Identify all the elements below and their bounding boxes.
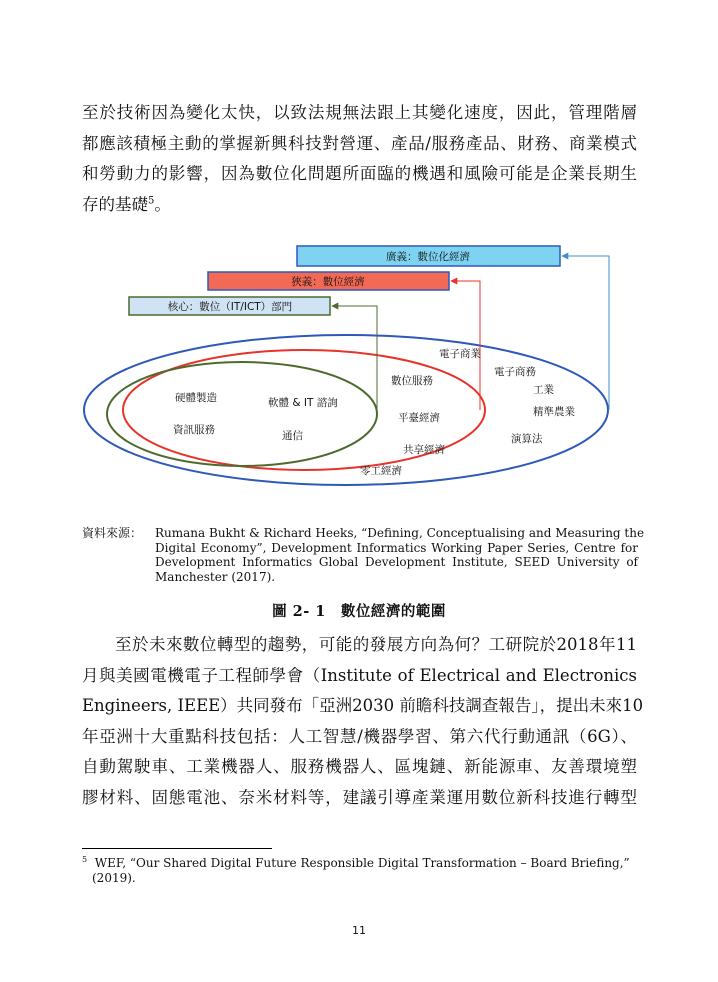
footnote	[82, 856, 638, 886]
label-telecom: 通信	[282, 430, 303, 442]
broad-arrow	[562, 256, 609, 410]
label-software-it: 軟體 & IT 諮詢	[268, 397, 338, 409]
paragraph-line: 自動駕駛車、工業機器人、服務機器人、區塊鏈、新能源車、友善環境塑	[82, 757, 637, 776]
source-text	[155, 526, 645, 584]
paragraph-line	[82, 190, 637, 221]
paragraph-line: 至於未來數位轉型的趨勢，可能的發展方向為何？工研院於2018年11	[115, 635, 637, 654]
label-info-services: 資訊服務	[173, 424, 215, 436]
label-industry: 工業	[533, 384, 554, 396]
label-platform-economy: 平臺經濟	[398, 412, 440, 424]
label-hardware: 硬體製造	[175, 392, 217, 404]
footnote-divider	[82, 848, 272, 849]
paragraph-line: 月與美國電機電子工程師學會（Institute of Electrical and Electronics	[82, 665, 637, 685]
footnote-line: (2019).	[92, 871, 136, 885]
label-gig-economy: 零工經濟	[360, 465, 402, 477]
narrow-box-label: 狹義：數位經濟	[291, 276, 365, 288]
paragraph-line: 年亞洲十大重點科技包括：人工智慧/機器學習、第六代行動通訊（6G）、	[82, 726, 637, 746]
paragraph-line-text: 存的基礎	[82, 194, 148, 214]
core-arrow	[332, 306, 377, 416]
footnote-number: 5	[82, 855, 88, 864]
paragraph-line: 至於技術因為變化太快，以致法規無法跟上其變化速度，因此，管理階層	[82, 103, 637, 122]
source-label: 資料來源：	[82, 526, 143, 540]
figure-caption: 圖 2- 1 數位經濟的範圍	[272, 603, 446, 620]
paragraph-end-punct: 。	[154, 194, 171, 214]
page-number: 11	[352, 924, 366, 937]
source-line: Manchester (2017).	[155, 569, 276, 584]
footnote-text: WEF, “Our Shared Digital Future Responsible Digital Transformation – Board Briefing,”	[94, 856, 630, 870]
broad-box-label: 廣義：數位化經濟	[386, 251, 470, 263]
paragraph-line: 膠材料、固態電池、奈米材料等，建議引導產業運用數位新科技進行轉型	[82, 787, 637, 807]
source-line: Rumana Bukht & Richard Heeks, “Defining, Conceptualising and Measuring the	[155, 526, 645, 540]
body-paragraph-1	[82, 98, 637, 220]
body-paragraph-2	[82, 630, 644, 813]
paragraph-line: Engineers, IEEE）共同發布「亞洲2030 前瞻科技調查報告」，提出未來10	[82, 696, 644, 715]
paragraph-line: 和勞動力的影響，因為數位化問題所面臨的機遇和風險可能是企業長期生	[82, 164, 637, 183]
footnote-ref[interactable]: 5	[148, 195, 155, 206]
footnote-line	[82, 856, 638, 871]
label-algorithms: 演算法	[511, 433, 543, 445]
label-precision-agriculture: 精準農業	[533, 406, 575, 418]
label-ebusiness: 電子商業	[439, 348, 481, 360]
label-sharing-economy: 共享經濟	[403, 444, 445, 456]
label-ecommerce: 電子商務	[494, 366, 536, 378]
digital-economy-scope-diagram	[80, 238, 640, 498]
paragraph-line: 都應該積極主動的掌握新興科技對營運、產品/服務產品、財務、商業模式	[82, 133, 637, 153]
source-line: Digital Economy”, Development Informatics Working Paper Series, Centre for	[155, 540, 638, 555]
broad-scope-ellipse	[84, 335, 608, 485]
core-scope-ellipse	[107, 362, 377, 466]
core-box-label: 核心：數位（IT/ICT）部門	[167, 301, 293, 313]
label-digital-services: 數位服務	[391, 375, 433, 387]
source-line: Development Informatics Global Development Institute, SEED University of	[155, 555, 638, 569]
